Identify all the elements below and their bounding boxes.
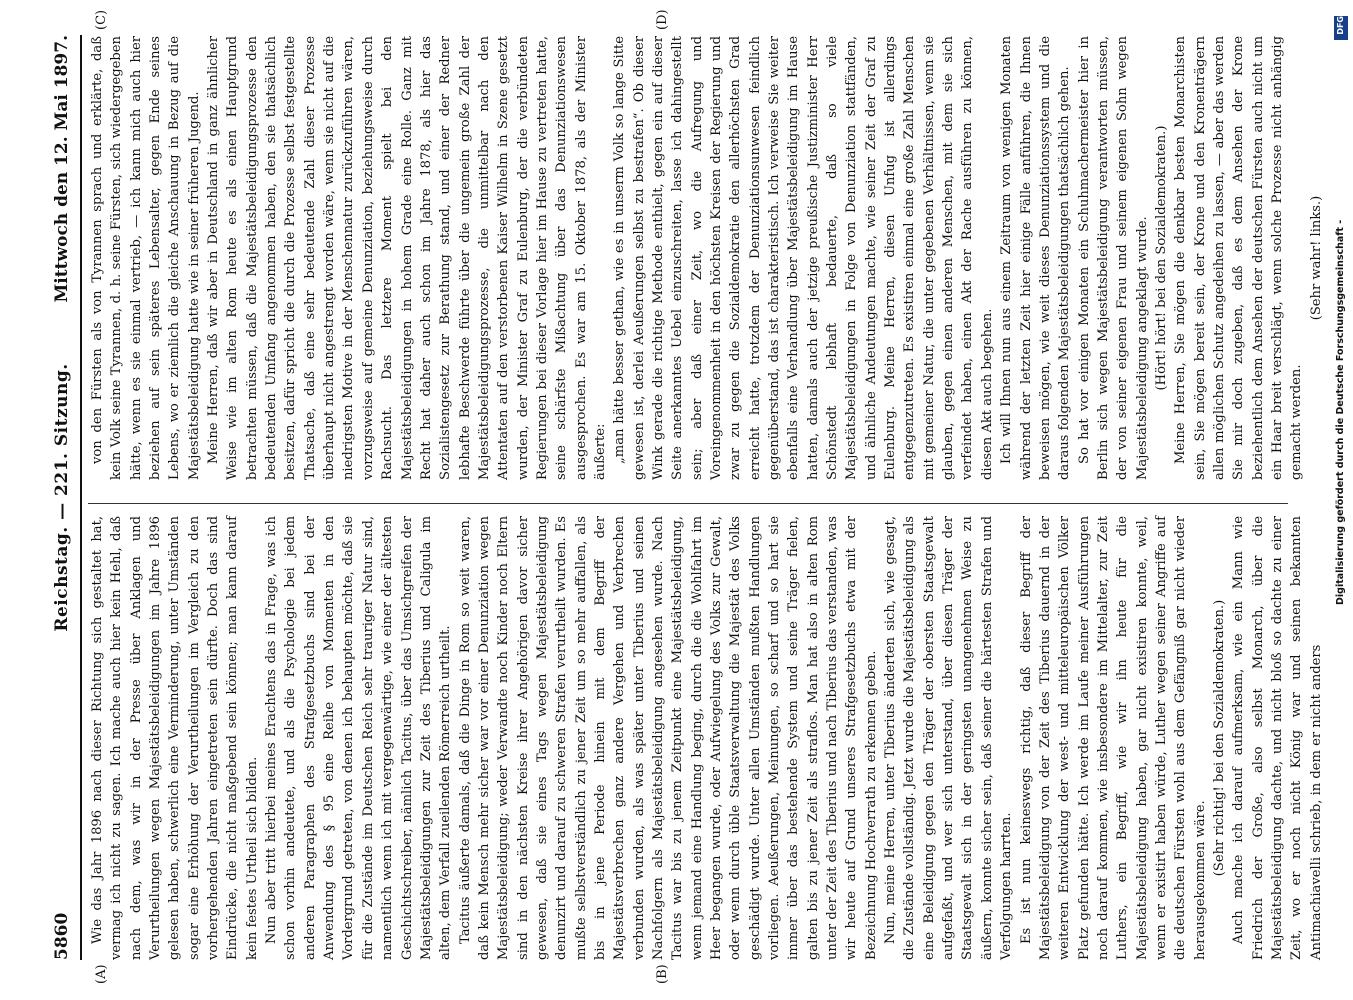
quote-paragraph: „man hätte besser gethan, wie es in unserm Volk so lange Sitte gewesen ist, derlei Aeußerungen selbst zu bestrafen“. Ob dieser Wink gerade die richtige Methode enthielt, gegen ein auf dieser Seite anerkanntes Uebel einzuschreiten, lasse ich dahingestellt sein; aber daß einer Zeit, wo die Aufregung und Voreingenommenheit in den höchsten Kreisen der Regierung und zwar zu gegen die Sozialdemokratie den allerhöchsten Grad erreicht hatte, trotzdem der Denunziationsunwesen feindlich gegenüberstand, das ist charakteristisch. Ich verweise Sie weiter ebenfalls eine Verhandlung über Majestätsbeleidigung im Hause hatten, damals auch der jetzige preußische Justizminister Herr Schönstedt lebhaft bedauerte, daß so viele Majestätsbeleidigungen in Folge von Denunziation stattfänden, und ähnliche Andeutungen machte, wie seiner Zeit der Graf zu Eulenburg. Meine Herren, diesen Unfug ist allerdings entgegenzutreten. Es existiren einmal eine große Zahl Menschen mit gemeiner Natur, die unter gegebenen Verhältnissen, wenn sie glauben, gegen einen anderen Menschen, mit dem sie sich verfeindet haben, einen Akt der Rache ausführen zu können, diesen Akt auch begehen.	[612, 36, 995, 480]
dfg-logo-text: DFG	[1336, 16, 1345, 35]
paragraph: Nun aber tritt hierbei meines Erachtens das in Frage, was ich schon vorhin andeutete, und als die Psychologie bei jedem anderen Paragraphen des Strafgesetzbuchs sind bei der Anwendung des § 95 eine Reihe von Momenten in den Vordergrund getreten, von denen ich behaupten möchte, daß sie für die Zustände im Deutschen Reich sehr trauriger Natur sind, namentlich wenn ich mit vergegenwärtige, wie einer der ältesten Geschichtschreiber, nämlich Tacitus, über das Umsichgreifen der Majestätsbeleidigungen zur Zeit des Tiberius und Caligula im alten, dem Verfall zueilenden Römerreich urtheilt.	[264, 516, 454, 960]
interjection: (Sehr wahr! links.)	[1308, 195, 1324, 321]
paragraph: Tacitus äußerte damals, daß die Dinge in Rom so weit waren, daß kein Mensch mehr sicher war vor einer Denunziation wegen Majestätsbeleidigung; weder Verwandte noch Kinder noch Eltern sind in den nächsten Kreise ihrer Angehörigen davor sicher gewesen, daß sie eines Tags wegen Majestätsbeleidigung denunzirt und darauf zu schweren Strafen verurtheilt wurden. Es mußte selbstverständlich zu jener Zeit um so mehr auffallen, als bis in jene Periode hinein mit dem Begriff der Majestätsverbrechen ganz andere Vergehen und Verbrechen verbunden wurden, als was später unter Tiberius und seinen Nachfolgern als Majestätsbeleidigung angesehen wurde. Nach Tacitus war bis zu jenem Zeitpunkt eine Majestätsbeleidigung, wenn jemand eine Handlung beging, durch die die Wohlfahrt im Heer begangen wurde, oder Aufwiegelung des Volks zur Gewalt, oder wenn durch üble Staatsverwaltung die Majestät des Volks geschädigt wurde. Unter allen Umständen mußten Handlungen vorliegen. Aeußerungen, Meinungen, so scharf und so hart sie immer über das bestehende System und seine Träger fielen, galten bis zu jener Zeit als straflos. Man hat also in alten Rom unter der Zeit des Tiberius und nach Tiberius das verstanden, was wir heute auf Grund unseres Strafgesetzbuchs etwa mit der Bezeichnung Hochverrath zu erkennen geben.	[457, 516, 879, 960]
margin-marker-c: (C)	[94, 9, 109, 30]
digitization-credit	[1329, 10, 1353, 610]
margin-marker-b: (B)	[655, 964, 670, 984]
paragraph: Auch mache ich darauf aufmerksam, wie ein Mann wie Friedrich der Große, also selbst Monarch, über die Majestätsbeleidigung dachte, und nicht bloß so dachte zu einer Zeit, wo er noch nicht König war und seinen bekannten Antimachiavelli schrieb, in dem er nicht anders	[1231, 516, 1324, 960]
margin-marker-d: (D)	[655, 9, 670, 30]
paragraph: Meine Herren, daß wir aber in Deutschland in ganz ähnlicher Weise wie im alten Rom heute es als einen Hauptgrund betrachten müssen, daß die Majestätsbeleidigungsprozesse den bedeutenden Umfang angenommen haben, den sie thatsächlich besitzen, dafür spricht die durch die Prozesse selbst festgestellte Thatsache, daß eine sehr bedeutende Zahl dieser Prozesse überhaupt nicht angestrengt worden wäre, wenn sie nicht auf die niedrigsten Motive in der Menschennatur zurückzuführen wären, vorzugsweise auf gemeine Denunziation, beziehungsweise durch Rachsucht. Das letztere Moment spielt bei den Majestätsbeleidigungen in hohem Grade eine Rolle. Ganz mit Recht hat daher auch schon im Jahre 1878, als hier das Sozialistengesetz zur Berathung stand, und einer der Redner lebhafte Beschwerde führte über die ungemein große Zahl der Majestätsbeleidigungsprozesse, die unmittelbar nach den Attentaten auf den verstorbenen Kaiser Wilhelm in Szene gesetzt wurden, der Minister Graf zu Eulenburg, der die verbündeten Regierungen bei dieser Vorlage hier im Hause zu vertreten hatte, seine schärfste Mißachtung über das Denunziationswesen ausgesprochen. Es war am 15. Oktober 1878, als der Minister äußerte:	[206, 36, 608, 480]
paragraph: So hat vor einigen Monaten ein Schuhmachermeister hier in Berlin sich wegen Majestätsbeleidigung verantworten müssen, der von seiner eigenen Frau und seinem eigenen Sohn wegen Majestätsbeleidigung angeklagt wurde.	[1076, 36, 1150, 480]
page-number: 5860	[52, 912, 72, 960]
margin-marker-a: (A)	[94, 964, 109, 984]
page-header	[48, 35, 78, 960]
paragraph: Nun, meine Herren, unter Tiberius änderten sich, wie gesagt, die Zustände vollständig. Jetzt wurde die Majestätsbeleidigung als eine Beleidigung gegen den Träger der obersten Staatsgewalt aufgefaßt, und wer sich unterstand, über diesen Träger der Staatsgewalt sich in der geringsten unangenehmen Weise zu äußern, konnte sicher sein, daß seiner die härtesten Strafen und Verfolgungen harrten.	[883, 516, 1015, 960]
session-title: Reichstag. — 221. Sitzung.	[52, 363, 72, 632]
paragraph: von den Fürsten als von Tyrannen sprach und erklärte, daß kein Volk seine Tyrannen, d. h. seine Fürsten, sich wiedergegeben hätte, wenn es sie einmal vertrieb, — ich kann mich auch hier beziehen auf sein späteres Lebensalter, gegen Ende seines Lebens, wo er ziemlich die gleiche Anschauung in Bezug auf die Majestätsbeleidigung hatte wie in seiner früheren Jugend.	[90, 36, 202, 480]
session-date: Mittwoch den 12. Mai 1897.	[52, 35, 72, 303]
dfg-logo	[1334, 16, 1348, 40]
credit-text: Digitalisierung gefördert durch die Deutsche Forschungsgemeinschaft -	[1335, 219, 1346, 605]
left-text-column	[88, 516, 1324, 960]
interjection: (Sehr richtig! bei den Sozialdemokraten.)	[1211, 599, 1227, 877]
paragraph: Ich will Ihnen nun aus einem Zeitraum von wenigen Monaten während der letzten Zeit hier einige Fälle anführen, die Ihnen beweisen mögen, wie weit dieses Denunziationssystem und die daraus folgenden Majestätsbeleidigungen thatsächlich gehen.	[999, 36, 1073, 480]
right-text-column	[88, 36, 1324, 480]
column-divider	[88, 503, 1288, 504]
paragraph: Es ist nun keineswegs richtig, daß dieser Begriff der Majestätsbeleidigung von der Zeit des Tiberius dauernd in der weiteren Entwicklung der west- und mitteleuropäischen Völker Platz gefunden hätte. Ich werde im Laufe meiner Ausführungen noch darauf kommen, wie insbesondere im Mittelalter, zur Zeit Luthers, ein Begriff, wie wir ihn heute für die Majestätsbeleidigung haben, gar nicht existiren konnte, weil, wenn er existirt haben würde, Luther wegen seiner Angriffe auf die deutschen Fürsten wohl aus dem Gefängniß gar nicht wieder herausgekommen wäre.	[1018, 516, 1208, 960]
paragraph: Meine Herren, Sie mögen die denkbar besten Monarchisten sein, Sie mögen bereit sein, der Krone und den Kronenträgern allen möglichen Schutz angedeihen zu lassen, — aber das werden Sie mir doch zugeben, daß es dem Ansehen der Krone beziehentlich dem Ansehen der deutschen Fürsten auch nicht um ein Haar breit verschlägt, wenn solche Prozesse nicht anhängig gemacht werden.	[1173, 36, 1305, 480]
header-rule	[80, 35, 82, 960]
interjection: (Hört! hört! bei den Sozialdemokraten.)	[1153, 125, 1169, 391]
paragraph: Wie das Jahr 1896 nach dieser Richtung sich gestaltet hat, vermag ich nicht zu sagen. Ich mache auch hier kein Hehl, daß nach dem, was wir in der Presse über Anklagen und Verurtheilungen wegen Majestätsbeleidigungen im Jahre 1896 gelesen haben, schwerlich eine Verminderung, unter Umständen sogar eine Erhöhung der Verurtheilungen im Vergleich zu den vorhergehenden Jahren eingetreten sein dürfte. Doch das sind Eindrücke, die nicht maßgebend sein können; man kann darauf kein festes Urtheil sich bilden.	[90, 516, 260, 960]
